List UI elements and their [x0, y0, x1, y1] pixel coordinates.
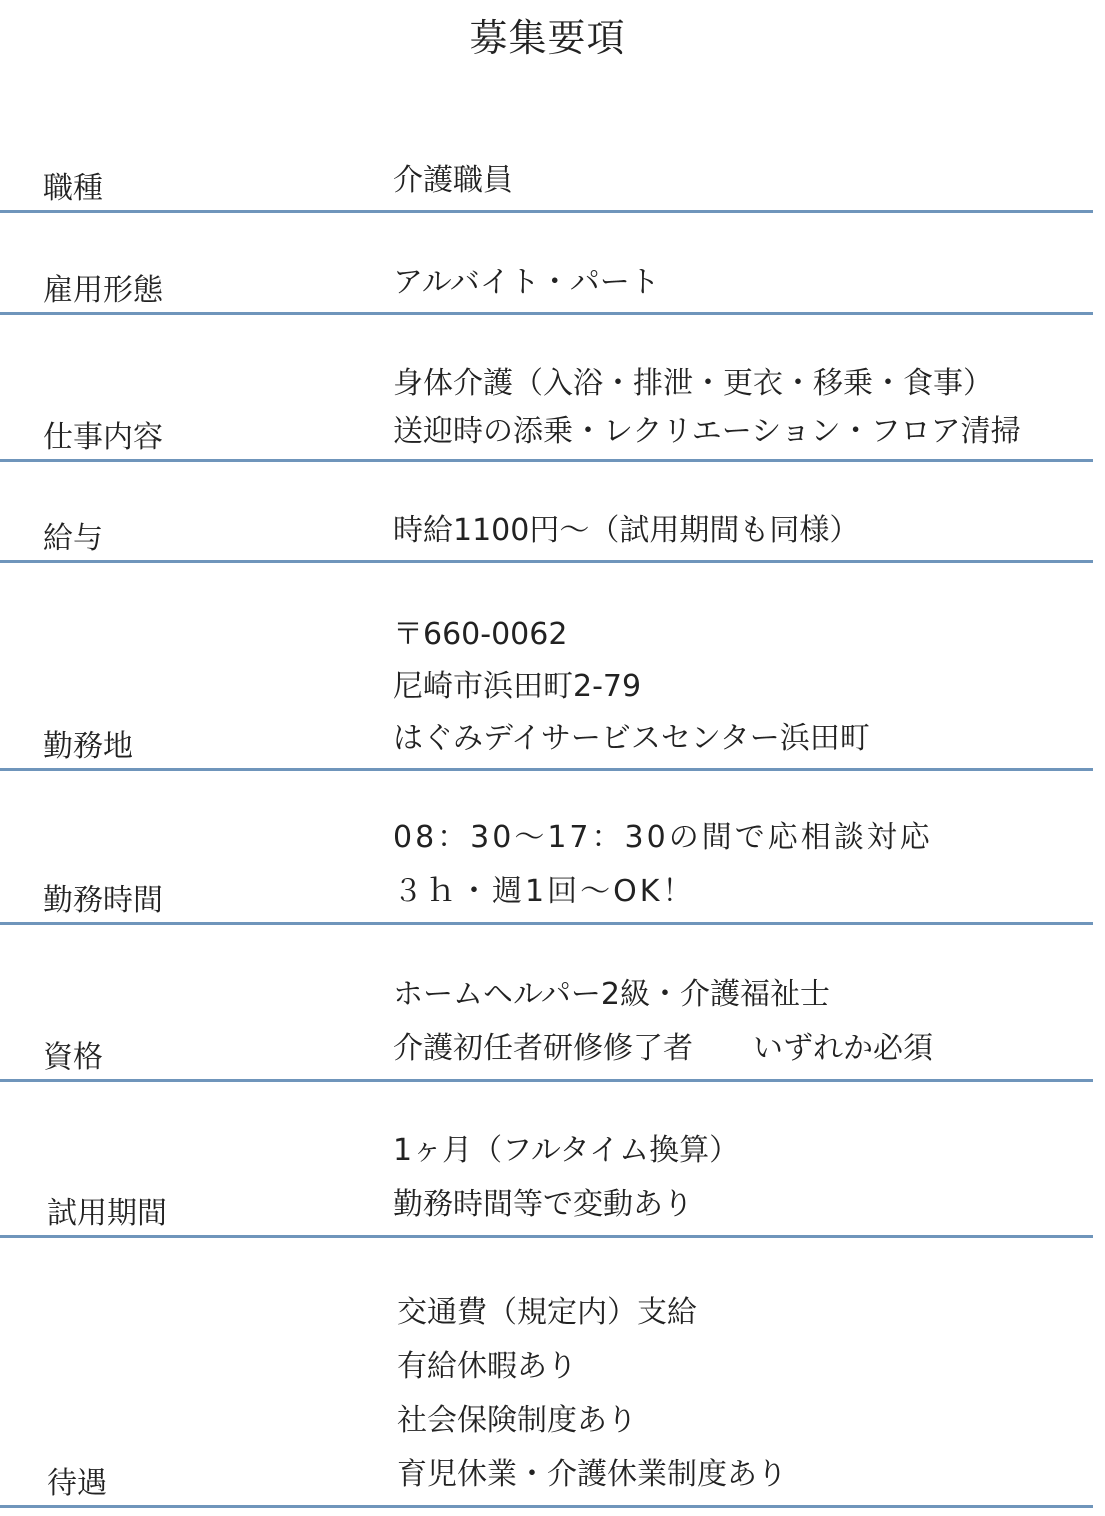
row-divider	[0, 210, 1093, 213]
row-working-hours	[0, 810, 1093, 925]
row-value: 介護初任者研修修了者 いずれか必須	[393, 1031, 933, 1066]
row-divider	[0, 1079, 1093, 1082]
row-value: 08：30～17：30の間で応相談対応	[393, 820, 933, 855]
row-label: 勤務時間	[43, 883, 163, 918]
row-value: 〒660-0062	[393, 617, 568, 652]
row-divider	[0, 459, 1093, 462]
row-value: ３ｈ・週1回～OK！	[393, 874, 696, 909]
row-divider	[0, 1505, 1093, 1508]
row-employment-type	[0, 250, 1093, 315]
row-label: 資格	[43, 1040, 103, 1075]
row-label: 仕事内容	[43, 420, 163, 455]
row-value: アルバイト・パート	[393, 265, 660, 300]
row-work-location	[0, 600, 1093, 771]
row-value: 尼崎市浜田町2-79	[393, 669, 642, 704]
row-label: 職種	[43, 171, 103, 206]
row-value: 育児休業・介護休業制度あり	[397, 1457, 787, 1492]
row-salary	[0, 500, 1093, 563]
row-value: 勤務時間等で変動あり	[393, 1187, 693, 1222]
row-qualifications	[0, 965, 1093, 1082]
row-value: 有給休暇あり	[397, 1349, 577, 1384]
row-value: 送迎時の添乗・レクリエーション・フロア清掃	[393, 414, 1021, 449]
row-divider	[0, 312, 1093, 315]
row-label: 勤務地	[43, 729, 133, 764]
row-value: ホームヘルパー2級・介護福祉士	[393, 977, 830, 1012]
row-job-type	[0, 150, 1093, 213]
row-benefits	[0, 1275, 1093, 1508]
row-divider	[0, 560, 1093, 563]
row-label: 給与	[43, 521, 103, 556]
row-label: 待遇	[47, 1466, 107, 1501]
row-trial-period	[0, 1120, 1093, 1238]
row-value: 社会保険制度あり	[397, 1403, 637, 1438]
row-value: 介護職員	[393, 163, 513, 198]
row-job-description	[0, 350, 1093, 462]
row-value: はぐみデイサービスセンター浜田町	[393, 721, 870, 756]
row-label: 試用期間	[47, 1196, 167, 1231]
row-divider	[0, 768, 1093, 771]
page-title: 募集要項	[469, 16, 626, 60]
row-divider	[0, 922, 1093, 925]
row-value: 身体介護（入浴・排泄・更衣・移乗・食事）	[393, 366, 993, 401]
row-divider	[0, 1235, 1093, 1238]
row-value: 1ヶ月（フルタイム換算）	[393, 1133, 740, 1168]
row-label: 雇用形態	[43, 273, 163, 308]
row-value: 交通費（規定内）支給	[397, 1295, 697, 1330]
row-value: 時給1100円～（試用期間も同様）	[393, 513, 860, 548]
